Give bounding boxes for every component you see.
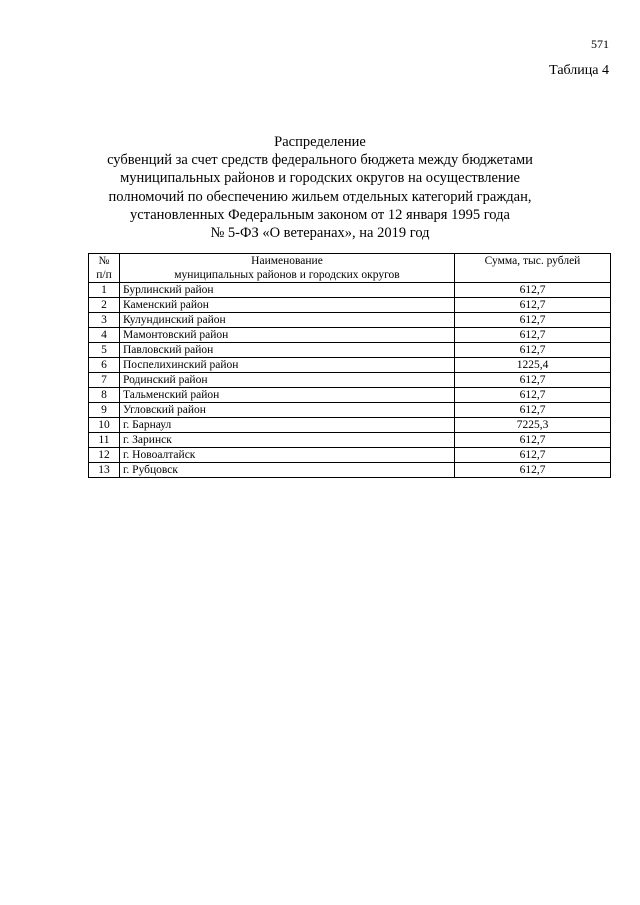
row-number: 11 [89,433,120,448]
table-row [89,373,611,388]
row-number: 2 [89,298,120,313]
row-sum: 612,7 [455,343,611,358]
row-sum: 612,7 [455,448,611,463]
heading-line: муниципальных районов и городских округов на осуществление [120,170,520,187]
header-name-line2: муниципальных районов и городских округов [174,269,400,281]
heading-line: субвенций за счет средств федерального бюджета между бюджетами [107,152,533,169]
table-row [89,328,611,343]
table-row [89,418,611,433]
row-sum: 7225,3 [455,418,611,433]
row-sum: 612,7 [455,388,611,403]
row-number: 7 [89,373,120,388]
row-sum: 612,7 [455,373,611,388]
row-name: Тальменский район [120,388,455,403]
row-sum: 612,7 [455,403,611,418]
row-name: г. Рубцовск [120,463,455,478]
header-number-line1: № [98,255,110,267]
heading-line: полномочий по обеспечению жильем отдельных категорий граждан, [108,188,532,205]
row-number: 6 [89,358,120,373]
row-number: 12 [89,448,120,463]
row-sum: 612,7 [455,313,611,328]
row-number: 8 [89,388,120,403]
row-name: г. Барнаул [120,418,455,433]
table-header-row [89,254,611,283]
row-name: Родинский район [120,373,455,388]
row-number: 9 [89,403,120,418]
table-row [89,463,611,478]
header-number [89,254,120,283]
row-number: 13 [89,463,120,478]
row-sum: 612,7 [455,283,611,298]
row-sum: 612,7 [455,298,611,313]
row-name: г. Новоалтайск [120,448,455,463]
row-name: Угловский район [120,403,455,418]
table-row [89,343,611,358]
row-number: 10 [89,418,120,433]
table-row [89,298,611,313]
row-name: Каменский район [120,298,455,313]
subventions-table [88,253,611,478]
row-name: Мамонтовский район [120,328,455,343]
heading-line: № 5-ФЗ «О ветеранах», на 2019 год [210,225,430,242]
document-heading [80,133,560,242]
header-name [120,254,455,283]
row-sum: 612,7 [455,433,611,448]
table-row [89,448,611,463]
table-label: Таблица 4 [549,63,609,78]
row-number: 3 [89,313,120,328]
heading-line: установленных Федеральным законом от 12 января 1995 года [130,206,510,223]
row-sum: 1225,4 [455,358,611,373]
row-number: 4 [89,328,120,343]
header-number-line2: п/п [96,269,112,281]
table-row [89,433,611,448]
row-name: Павловский район [120,343,455,358]
table-row [89,358,611,373]
table-row [89,313,611,328]
row-name: г. Заринск [120,433,455,448]
row-name: Бурлинский район [120,283,455,298]
table-row [89,403,611,418]
header-sum: Сумма, тыс. рублей [455,254,611,283]
row-name: Кулундинский район [120,313,455,328]
page-number: 571 [591,37,609,51]
heading-line: Распределение [274,134,366,150]
row-number: 1 [89,283,120,298]
row-number: 5 [89,343,120,358]
row-sum: 612,7 [455,328,611,343]
row-name: Поспелихинский район [120,358,455,373]
row-sum: 612,7 [455,463,611,478]
table-row [89,388,611,403]
table-row [89,283,611,298]
header-name-line1: Наименование [251,255,323,267]
